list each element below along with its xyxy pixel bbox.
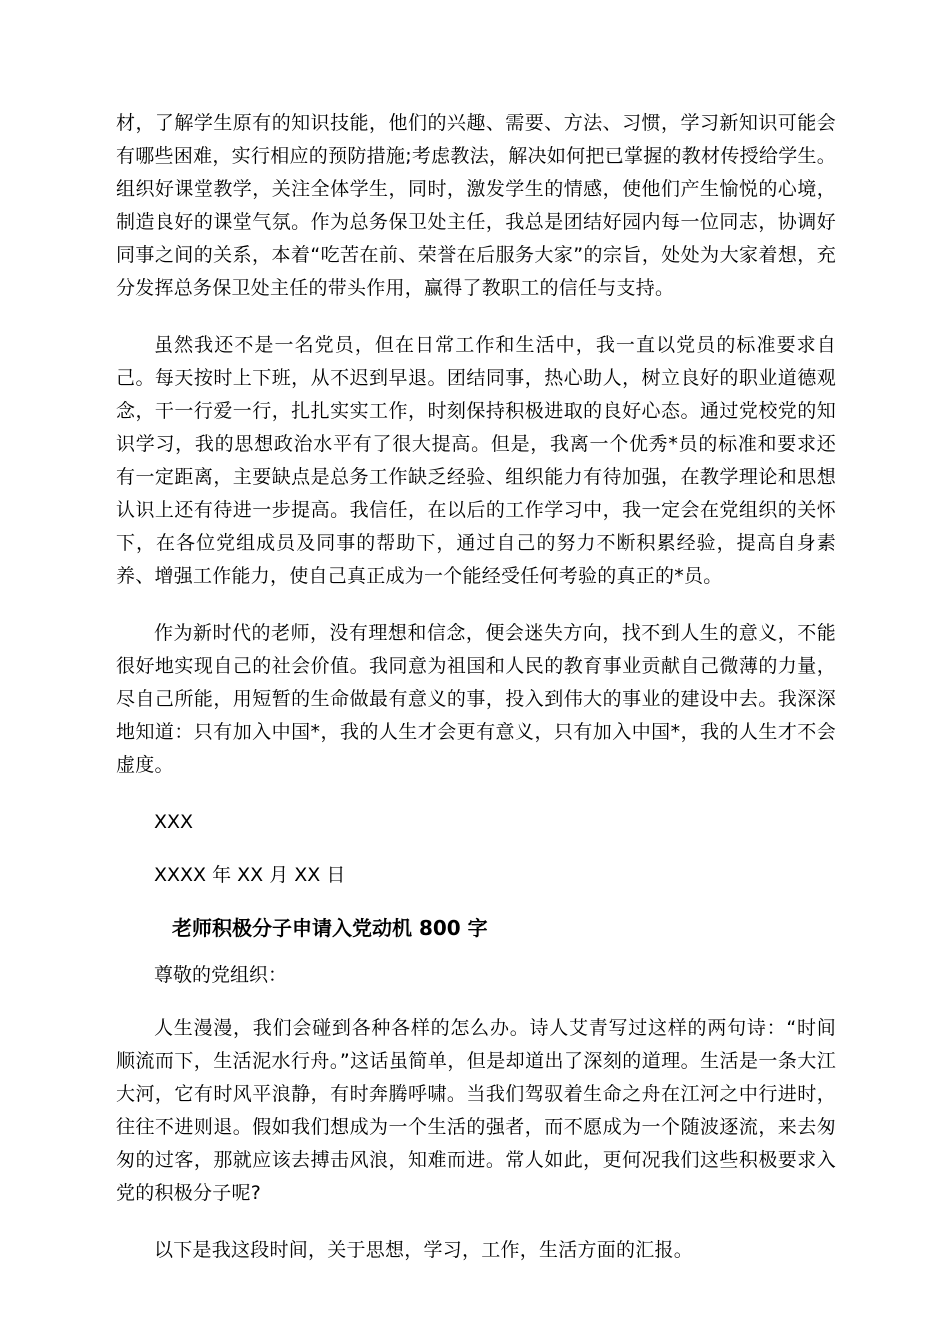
paragraph-ideals: 作为新时代的老师，没有理想和信念，便会迷失方向，找不到人生的意义，不能很好地实现自己的社会价值。我同意为祖国和人民的教育事业贡献自己微薄的力量，尽自己所能，用短暂的生命做最有意义的事，投入到伟大的事业的建设中去。我深深地知道：只有加入中国*，我的人生才会更有意义，只有加入中国*，我的人生才不会虚度。 bbox=[116, 622, 836, 776]
paragraph-self-assessment: 虽然我还不是一名党员，但在日常工作和生活中，我一直以党员的标准要求自己。每天按时上下班，从不迟到早退。团结同事，热心助人，树立良好的职业道德观念，干一行爱一行，扎扎实实工作，时刻保持积极进取的良好心态。通过党校党的知识学习，我的思想政治水平有了很大提高。但是，我离一个优秀*员的标准和要求还有一定距离，主要缺点是总务工作缺乏经验、组织能力有待加强，在教学理论和思想认识上还有待进一步提高。我信任，在以后的工作学习中，我一定会在党组织的关怀下，在各位党组成员及同事的帮助下，通过自己的努力不断积累经验，提高自身素养、增强工作能力，使自己真正成为一个能经受任何考验的真正的*员。 bbox=[116, 334, 836, 587]
date-line: XXXX 年 XX 月 XX 日 bbox=[154, 864, 346, 886]
paragraph-life-metaphor: 人生漫漫，我们会碰到各种各样的怎么办。诗人艾青写过这样的两句诗：“时间顺流而下，生活泥水行舟。”这话虽简单，但是却道出了深刻的道理。生活是一条大江大河，它有时风平浪静，有时奔腾呼啸。当我们驾驭着生命之舟在江河之中行进时，往往不进则退。假如我们想成为一个生活的强者，而不愿成为一个随波逐流，来去匆匆的过客，那就应该去搏击风浪，知难而进。常人如此，更何况我们这些积极要求入党的积极分子呢? bbox=[116, 1017, 836, 1204]
section-heading: 老师积极分子申请入党动机 800 字 bbox=[172, 916, 488, 940]
paragraph-continued: 材，了解学生原有的知识技能，他们的兴趣、需要、方法、习惯，学习新知识可能会有哪些困难，实行相应的预防措施;考虑教法，解决如何把已掌握的教材传授给学生。组织好课堂教学，关注全体学生，同时，激发学生的情感，使他们产生愉悦的心境，制造良好的课堂气氛。作为总务保卫处主任，我总是团结好园内每一位同志，协调好同事之间的关系，本着“吃苦在前、荣誉在后服务大家”的宗旨，处处为大家着想，充分发挥总务保卫处主任的带头作用，赢得了教职工的信任与支持。 bbox=[116, 112, 836, 299]
salutation: 尊敬的党组织： bbox=[154, 964, 288, 986]
signature: XXX bbox=[154, 811, 194, 833]
paragraph-report-intro: 以下是我这段时间，关于思想，学习，工作，生活方面的汇报。 bbox=[154, 1239, 694, 1261]
